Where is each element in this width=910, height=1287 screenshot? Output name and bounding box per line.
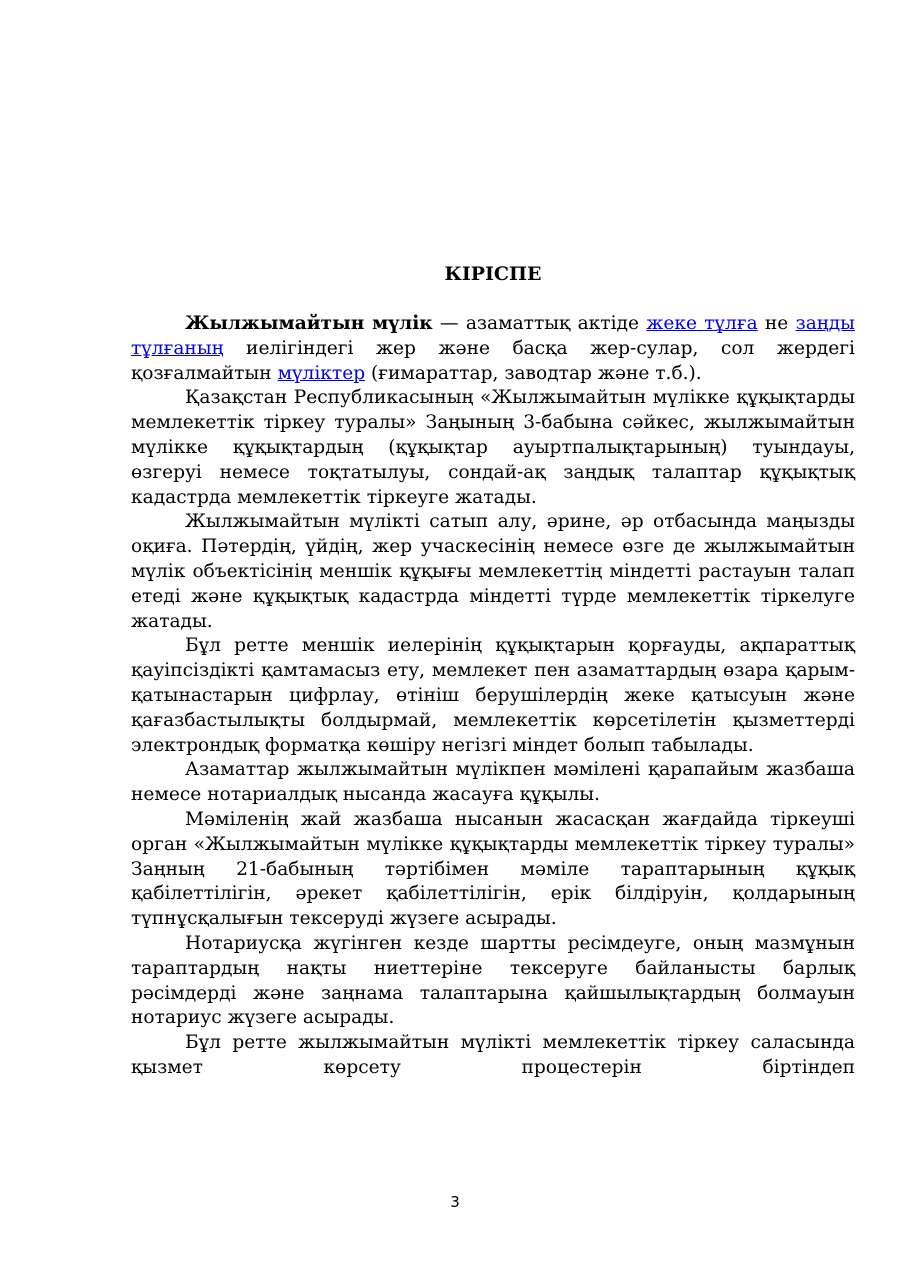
paragraph-text: (ғимараттар, заводтар және т.б.).: [365, 362, 702, 384]
paragraph-text: иелігіндегі жер және басқа жер-сулар, сол жердегі қозғалмайтын: [131, 337, 855, 384]
paragraph-registration-check: Мәміленің жай жазбаша нысанын жасасқан жағдайда тіркеуші орган «Жылжымайтын мүлікке құқықтарды мемлекеттік тіркеу туралы» Заңның 21-бабының тәртібімен мәміле тараптарының құқық қабілеттілігін, әрекет қабілеттілігін, ерік білдіруін, қолдарының түпнұсқалығын тексеруді жүзеге асырады.: [131, 808, 855, 930]
link-property[interactable]: мүліктер: [277, 362, 366, 384]
paragraph-tasks: Бұл ретте меншік иелерінің құқықтарын қорғауды, ақпараттық қауіпсіздікті қамтамасыз ету, мемлекет пен азаматтардың өзара қарым-қатынастарын цифрлау, өтініш берушілердің жеке қатысуын және қағазбастылықты болдырмай, мемлекеттік көрсетілетін қызметтерді электрондық форматқа көшіру негізгі міндет болып табылады.: [131, 635, 855, 756]
page-number: 3: [450, 1193, 460, 1211]
paragraph-purchase: Жылжымайтын мүлікті сатып алу, әрине, әр отбасында маңызды оқиға. Пәтердің, үйдің, жер учаскесінің немесе өзге де жылжымайтын мүлік объектісінің меншік құқығы мемлекеттің міндетті растауын талап етеді және құқықтық кадастрда міндетті түрде мемлекеттік тіркелуге жатады.: [131, 511, 855, 632]
paragraph-definition: [131, 312, 855, 386]
paragraph-transaction-form: Азаматтар жылжымайтын мүлікпен мәмілені қарапайым жазбаша немесе нотариалдық нысанда жасауға құқылы.: [131, 759, 855, 806]
page-body: [131, 262, 855, 1081]
link-individual[interactable]: жеке тұлға: [646, 313, 758, 334]
paragraph-law-article: Қазақстан Республикасының «Жылжымайтын мүлікке құқықтарды мемлекеттік тіркеу туралы» Заңының 3-бабына сәйкес, жылжымайтын мүлікке құқықтардың (құқықтар ауыртпалықтарының) туындауы, өзгеруі немесе тоқтатылуы, сондай-ақ заңдық талаптар құқықтық кадастрда мемлекеттік тіркеуге жатады.: [131, 387, 855, 508]
page-title: КІРІСПЕ: [444, 263, 542, 285]
paragraph-notary: Нотариусқа жүгінген кезде шартты ресімдеуге, оның мазмұнын тараптардың нақты ниеттеріне тексеруге байланысты барлық рәсімдерді және заңнама талаптарына қайшылықтардың болмауын нотариус жүзеге асырады.: [131, 932, 855, 1029]
link-legal-entity[interactable]: заңды тұлғаның: [131, 313, 855, 359]
defined-term: Жылжымайтын мүлік: [185, 313, 433, 334]
paragraph-text: не: [757, 313, 796, 334]
paragraph-text: — азаматтық актіде: [432, 313, 647, 334]
paragraph-continuation: Бұл ретте жылжымайтын мүлікті мемлекеттік тіркеу саласында қызмет көрсету процестерін біртіндеп: [131, 1032, 855, 1078]
